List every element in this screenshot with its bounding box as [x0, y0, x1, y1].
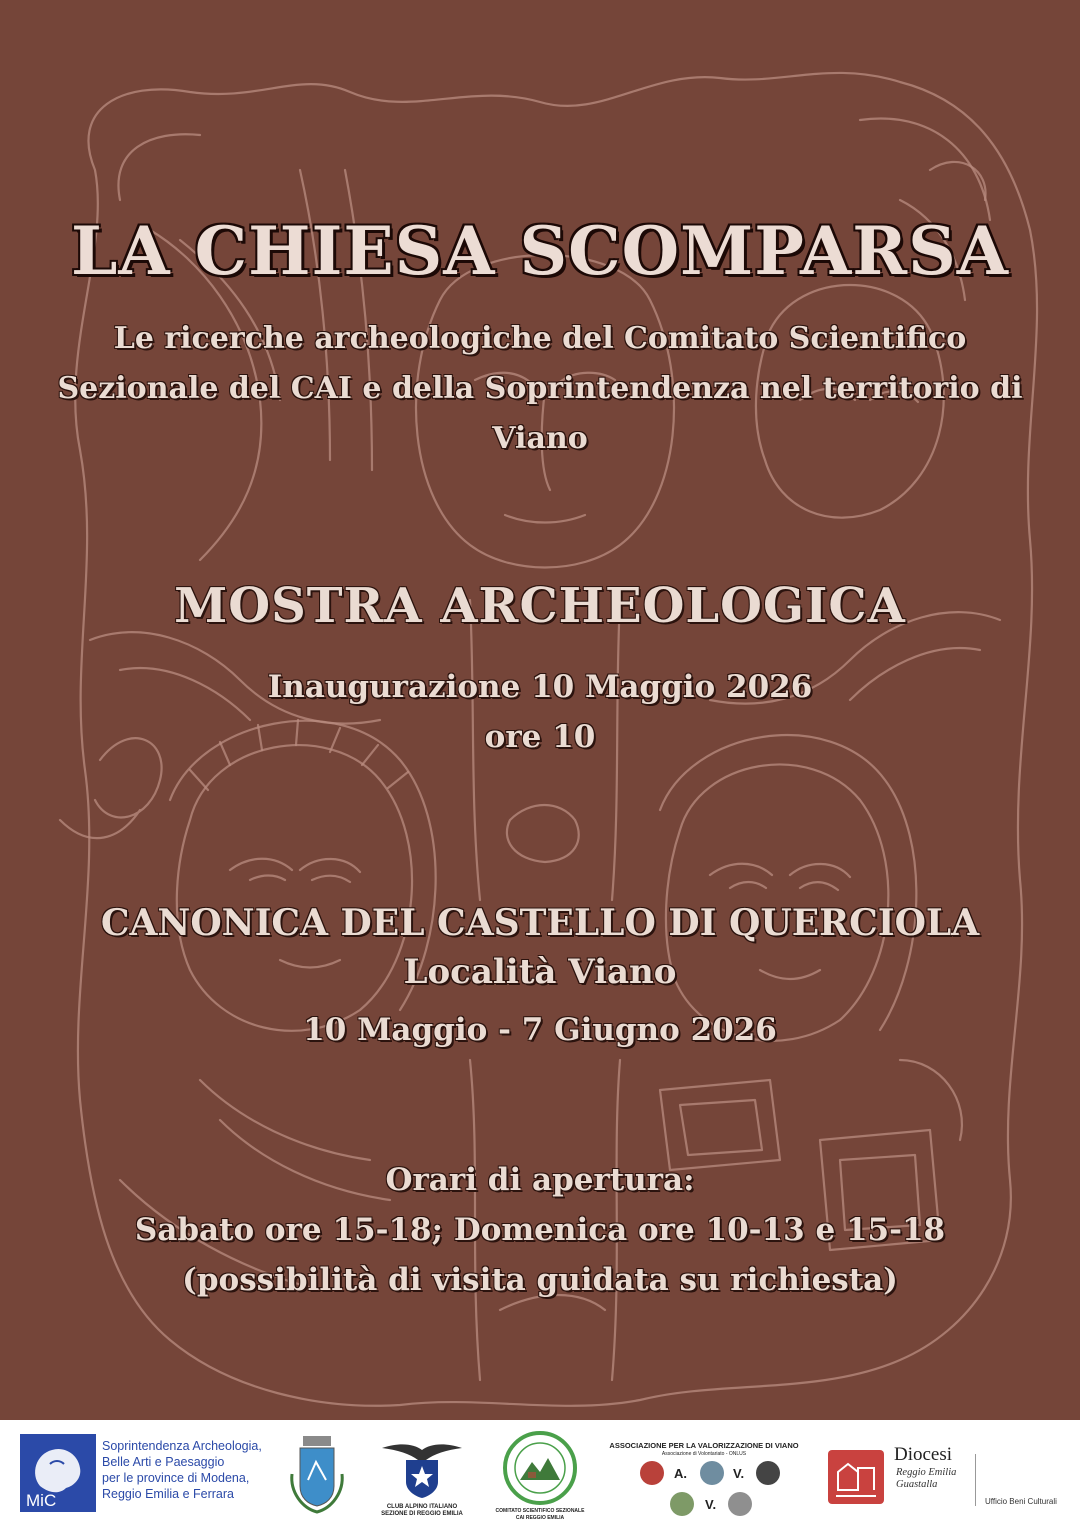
mic-logo-text: MiC: [26, 1491, 57, 1510]
associazione-letter-v: V.: [705, 1497, 717, 1512]
cai-caption-line: CLUB ALPINO ITALIANO: [386, 1504, 458, 1510]
diocesi-subtitle-line: Guastalla: [896, 1479, 938, 1490]
exhibition-heading: MOSTRA ARCHEOLOGICA: [174, 578, 906, 634]
mic-caption-line: Soprintendenza Archeologia,: [102, 1439, 262, 1453]
mic-caption-line: per le province di Modena,: [102, 1471, 250, 1485]
exhibition-dates: 10 Maggio - 7 Giugno 2026: [303, 1012, 777, 1048]
venue-name: CANONICA DEL CASTELLO DI QUERCIOLA: [100, 902, 980, 944]
diocesi-subtitle-line: Reggio Emilia: [896, 1467, 957, 1478]
poster-subtitle: [0, 314, 1080, 464]
cai-eagle-logo-icon: [380, 1436, 464, 1500]
opening-hours-block: [0, 1155, 1080, 1305]
subtitle-line: Viano: [492, 421, 588, 456]
associazione-letter-v: V.: [733, 1466, 745, 1481]
sponsor-logos-footer: [0, 1420, 1080, 1528]
mic-caption: [102, 1438, 262, 1502]
mic-logo: [20, 1434, 96, 1512]
subtitle-line: Sezionale del CAI e della Soprintendenza nel territorio di: [57, 371, 1023, 406]
subtitle-line: Le ricerche archeologiche del Comitato Scientifico: [113, 321, 967, 356]
associazione-letter-a: A.: [674, 1466, 687, 1481]
inauguration-block: [0, 662, 1080, 762]
inauguration-time: ore 10: [484, 719, 596, 755]
diocesi-subtitle: [896, 1467, 956, 1491]
comune-viano-crest-icon: [286, 1434, 348, 1516]
cai-caption: [372, 1504, 472, 1518]
poster-title: LA CHIESA SCOMPARSA: [70, 212, 1009, 290]
associazione-title: ASSOCIAZIONE PER LA VALORIZZAZIONE DI VIANO: [609, 1441, 799, 1450]
opening-hours-title: Orari di apertura:: [385, 1162, 695, 1198]
comitato-caption-line: CAI REGGIO EMILIA: [515, 1515, 565, 1521]
inauguration-date: Inaugurazione 10 Maggio 2026: [267, 669, 813, 705]
venue-locality: Località Viano: [403, 952, 677, 992]
comitato-caption: [490, 1508, 590, 1522]
opening-hours: Sabato ore 15-18; Domenica ore 10-13 e 15-18: [134, 1212, 946, 1248]
diocesi-church-logo-icon: [828, 1450, 884, 1504]
comitato-caption-line: COMITATO SCIENTIFICO SEZIONALE: [495, 1508, 585, 1514]
cai-caption-line: SEZIONE DI REGGIO EMILIA: [381, 1511, 463, 1517]
associazione-subtitle: Associazione di Volontariato - ONLUS: [661, 1451, 747, 1457]
comitato-scientifico-logo-icon: [502, 1430, 578, 1506]
mic-caption-line: Reggio Emilia e Ferrara: [102, 1487, 234, 1501]
guided-tour-note: (possibilità di visita guidata su richiesta): [182, 1262, 898, 1298]
diocesi-office: Ufficio Beni Culturali: [985, 1497, 1057, 1506]
mic-caption-line: Belle Arti e Paesaggio: [102, 1455, 225, 1469]
diocesi-title: Diocesi: [894, 1444, 953, 1465]
diocesi-divider: [975, 1454, 976, 1506]
